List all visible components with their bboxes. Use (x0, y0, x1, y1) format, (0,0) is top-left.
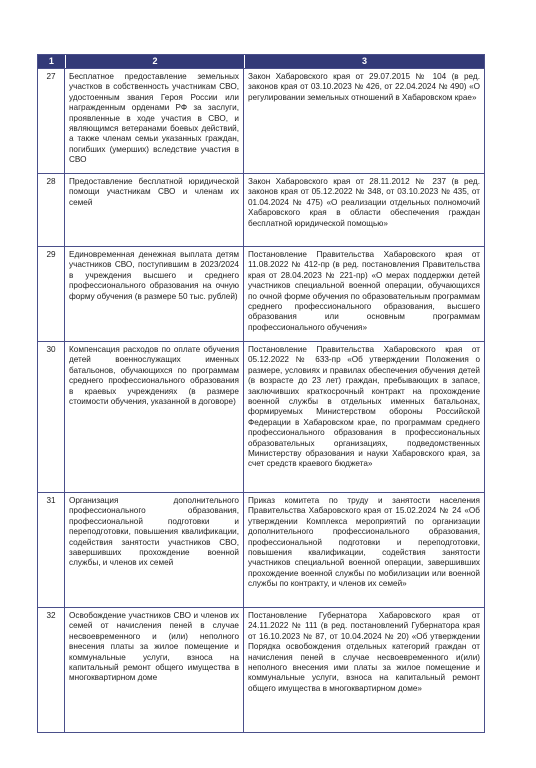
row-number: 29 (38, 247, 65, 341)
row-number: 32 (38, 608, 65, 732)
measure-cell: Освобождение участников СВО и членов их семей от начисления пеней в случае несвоевременного и (или) неполного внесения платы за жилое помещение и коммунальные услуги, взноса на капитальный ремонт общего имущества в многоквартирном доме (65, 608, 244, 732)
measure-cell: Компенсация расходов по оплате обучения детей военнослужащих именных батальонов, обучающихся по программам среднего профессионального образования в краевых учреждениях (в размере стоимости обучения, указанной в договоре) (65, 342, 244, 492)
benefits-table (37, 54, 485, 733)
law-cell: Приказ комитета по труду и занятости населения Правительства Хабаровского края от 15.02.2024 № 24 «Об утверждении Комплекса мероприятий по организации дополнительного профессионального образования, профессиональной подготовки и переподготовки, повышения квалификации, содействия занятости участников специальной военной операции, завершивших прохождение военной службы по мобилизации или военной службы по контракту, и членов их семей» (248, 496, 480, 589)
table-row (38, 492, 484, 607)
row-number: 30 (38, 342, 65, 492)
measure-cell: Предоставление бесплатной юридической помощи участникам СВО и членам их семей (65, 174, 244, 246)
row-number: 28 (38, 174, 65, 246)
table-row (38, 607, 484, 732)
measure-cell: Бесплатное предоставление земельных участков в собственность участникам СВО, удостоенным звания Героя России или награжденным орденами РФ за заслуги, проявленные в ходе участия в СВО, и являющимся ветеранами боевых действий, а также членам семьи указанных граждан, погибших (умерших) вследствие участия в СВО (65, 69, 244, 173)
measure-cell: Организация дополнительного профессионального образования, профессиональной подготовки и переподготовки, повышения квалификации, содействия занятости участников СВО, завершивших прохождение военной службы, и членов их семей (65, 493, 244, 607)
measure-cell: Единовременная денежная выплата детям участников СВО, поступившим в 2023/2024 в учреждения высшего и среднего профессионального образования на очную форму обучения (в размере 50 тыс. рублей) (65, 247, 244, 341)
table-row (38, 68, 484, 173)
table-row (38, 173, 484, 246)
row-number: 27 (38, 69, 65, 173)
law-cell: Постановление Правительства Хабаровского края от 05.12.2022 № 633-пр «Об утверждении Положения о размере, условиях и правилах обеспечения обучения детей (в возрасте до 23 лет) граждан, пребывающих в запасе, заключивших краткосрочный контракт на прохождение военной службы в отдельных именных батальонах, формируемых Министерством обороны Российской Федерации в Хабаровском крае, по программам среднего профессионального образования в профессиональных образовательных организациях, подведомственных Министерству образования и науки Хабаровского края, за счет средств краевого бюджета» (248, 345, 480, 469)
law-cell: Закон Хабаровского края от 29.07.2015 № 104 (в ред. законов края от 03.10.2023 № 426, от 22.04.2024 № 490) «О регулировании земельных отношений в Хабаровском крае» (248, 72, 480, 102)
table-header (38, 55, 484, 68)
header-col-2: 2 (66, 55, 245, 68)
header-col-1: 1 (38, 55, 66, 68)
law-cell: Закон Хабаровского края от 28.11.2012 № 237 (в ред. законов края от 05.12.2022 № 348, от 03.10.2023 № 435, от 01.04.2024 № 475) «О реализации отдельных полномочий Хабаровского края в области обеспечения граждан бесплатной юридической помощью» (248, 177, 480, 228)
law-cell: Постановление Губернатора Хабаровского края от 24.11.2022 № 111 (в ред. постановлений Губернатора края от 16.10.2023 № 87, от 10.04.2024 № 20) «Об утверждении Порядка освобождения отдельных категорий граждан от начисления пеней в случае несвоевременного и(или) неполного внесения ими платы за жилое помещение и коммунальные услуги, взноса на капитальный ремонт общего имущества в многоквартирном доме» (248, 611, 480, 693)
table-row (38, 341, 484, 492)
row-number: 31 (38, 493, 65, 607)
table-row (38, 246, 484, 341)
law-cell: Постановление Правительства Хабаровского края от 11.08.2022 № 412-пр (в ред. постановления Правительства края от 28.04.2023 № 221-пр) «О мерах поддержки детей участников специальной военной операции, обучающихся по очной форме обучения по образовательным программам среднего профессионального образования, высшего образования или основным программам профессионального обучения» (248, 250, 480, 332)
header-col-3: 3 (362, 56, 368, 66)
